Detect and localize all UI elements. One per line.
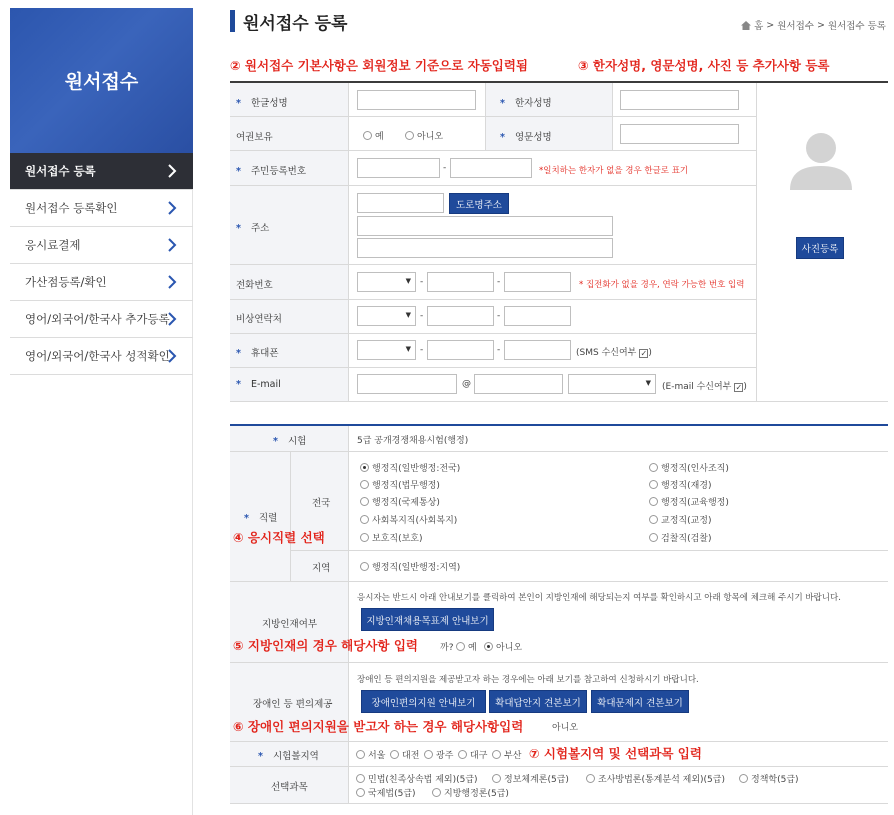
divider [756, 83, 757, 401]
annotation-3: ③ 한자성명, 영문성명, 사진 등 추가사항 등록 [578, 58, 830, 73]
korean-name-label: * 한글성명 [236, 98, 288, 109]
breadcrumb-section[interactable]: 원서접수 [777, 21, 814, 32]
series-option[interactable]: 행정직(재경) [649, 478, 712, 491]
national-label: 전국 [312, 498, 331, 509]
radio-icon [649, 463, 658, 472]
phone-label: 전화번호 [236, 280, 273, 291]
radio-icon [360, 480, 369, 489]
sidebar-item-payment[interactable] [10, 227, 193, 264]
emergency-area-select[interactable] [357, 306, 416, 326]
series-option[interactable]: 행정직(일반행정:전국) [360, 461, 460, 474]
phone-hint: * 집전화가 없을 경우, 연락 가능한 번호 입력 [579, 280, 745, 290]
radio-icon [649, 497, 658, 506]
emergency-label: 비상연락처 [236, 314, 282, 325]
address-line1-input[interactable] [357, 216, 613, 236]
enlarged-question-sheet-button[interactable]: 확대문제지 견본보기 [591, 690, 689, 713]
sidebar-item-bonus[interactable] [10, 264, 193, 301]
subject-option[interactable]: 지방행정론(5급) [432, 786, 509, 799]
radio-icon [649, 533, 658, 542]
row-divider [230, 803, 888, 804]
email-at: @ [462, 379, 471, 389]
address-line2-input[interactable] [357, 238, 613, 258]
photo-upload-button[interactable]: 사진등록 [796, 237, 844, 259]
english-name-input[interactable] [620, 124, 739, 144]
annotation-2: ② 원서접수 기본사항은 회원정보 기준으로 자동입력됨 [230, 58, 528, 73]
sidebar-item-label: 영어/외국어/한국사 추가등록 [25, 312, 170, 326]
title-accent-bar [230, 10, 235, 32]
area-option-daegu[interactable]: 대구 [458, 748, 487, 761]
row-divider [290, 550, 888, 551]
local-talent-label: 지방인재여부 [262, 619, 318, 630]
enlarged-answer-sheet-button[interactable]: 확대답안지 견본보기 [489, 690, 587, 713]
sidebar [10, 8, 193, 815]
annotation-4: ④ 응시직렬 선택 [233, 530, 325, 545]
dash: - [443, 163, 447, 173]
area-option-gwangju[interactable]: 광주 [424, 748, 453, 761]
dash: - [420, 311, 424, 321]
email-label: * E-mail [236, 379, 281, 390]
subject-option[interactable]: 정보체계론(5급) [492, 772, 569, 785]
emergency-mid-input[interactable] [427, 306, 494, 326]
area-option-seoul[interactable]: 서울 [356, 748, 385, 761]
region-series-option[interactable]: 행정직(일반행정:지역) [360, 560, 460, 573]
series-option[interactable]: 교정직(교정) [649, 513, 712, 526]
breadcrumb-home[interactable]: 홈 [754, 21, 764, 32]
exam-area-label: * 시험볼지역 [258, 751, 319, 762]
resident-no-label: * 주민등록번호 [236, 166, 307, 177]
hanja-name-label: * 한자성명 [500, 98, 552, 109]
hanja-name-input[interactable] [620, 90, 739, 110]
subject-option[interactable]: 국제법(5급) [356, 786, 416, 799]
local-yes-radio[interactable]: 예 [456, 640, 477, 653]
sidebar-item-label: 원서접수 등록확인 [25, 201, 118, 215]
chevron-right-icon [167, 201, 177, 215]
subject-option[interactable]: 조사방법론(통계분석 제외)(5급) [586, 772, 725, 785]
series-option[interactable]: 행정직(국제통상) [360, 495, 440, 508]
area-option-daejeon[interactable]: 대전 [390, 748, 419, 761]
road-address-button[interactable]: 도로명주소 [449, 193, 509, 214]
sidebar-item-register-check[interactable] [10, 190, 193, 227]
mobile-label: * 휴대폰 [236, 348, 279, 359]
divider [348, 83, 349, 401]
radio-icon [356, 788, 365, 797]
chevron-right-icon [167, 349, 177, 363]
radio-icon [739, 774, 748, 783]
radio-icon [458, 750, 467, 759]
chevron-right-icon [167, 238, 177, 252]
radio-icon [492, 774, 501, 783]
sidebar-item-label: 원서접수 등록 [25, 164, 96, 178]
row-divider [230, 766, 888, 767]
row-divider [230, 333, 756, 334]
series-label: * 직렬 [244, 513, 278, 524]
row-divider [230, 299, 756, 300]
row-divider [230, 367, 756, 368]
checkbox-checked-icon[interactable]: ✓ [640, 349, 648, 358]
series-option[interactable]: 사회복지직(사회복지) [360, 513, 457, 526]
area-option-busan[interactable]: 부산 [492, 748, 521, 761]
email-id-input[interactable] [357, 374, 457, 394]
divider [348, 426, 349, 803]
divider [290, 451, 291, 581]
passport-label: 여권보유 [236, 132, 273, 143]
radio-icon [424, 750, 433, 759]
subject-label: 선택과목 [271, 782, 308, 793]
annotation-6: ⑥ 장애인 편의지원을 받고자 하는 경우 해당사항입력 [233, 719, 524, 734]
phone-area-select[interactable] [357, 272, 416, 292]
subject-option[interactable]: 정책학(5급) [739, 772, 799, 785]
annotation-7: ⑦ 시험볼지역 및 선택과목 입력 [529, 746, 702, 761]
postcode-input[interactable] [357, 193, 444, 213]
exam-value: 5급 공개경쟁채용시험(행정) [357, 436, 469, 446]
email-domain-input[interactable] [474, 374, 563, 394]
series-option[interactable]: 보호직(보호) [360, 531, 423, 544]
chevron-right-icon [167, 164, 177, 178]
radio-icon [363, 131, 372, 140]
breadcrumb-current: 원서접수 등록 [827, 21, 886, 32]
series-option[interactable]: 행정직(교육행정) [649, 495, 729, 508]
subject-option[interactable]: 민법(친족상속법 제외)(5급) [356, 772, 478, 785]
dash: - [497, 345, 501, 355]
breadcrumb: 홈 > 원서접수 > 원서접수 등록 [741, 18, 886, 32]
address-label: * 주소 [236, 223, 270, 234]
page-title: 원서접수 등록 [243, 14, 348, 34]
dash: - [497, 277, 501, 287]
row-divider [230, 116, 756, 117]
radio-icon [492, 750, 501, 759]
sms-consent[interactable]: (SMS 수신여부 ✓) [576, 348, 652, 358]
local-talent-desc: 응시자는 반드시 아래 안내보기를 클릭하여 본인이 지방인재에 해당되는지 여부를 확인하시고 아래 항목에 체크해 주시기 바랍니다. [357, 593, 841, 603]
mobile-last-input[interactable] [504, 340, 571, 360]
radio-icon [360, 533, 369, 542]
home-icon [741, 21, 751, 30]
korean-name-input[interactable] [357, 90, 476, 110]
email-domain-select[interactable] [568, 374, 656, 394]
avatar-placeholder-icon [788, 128, 854, 190]
checkbox-checked-icon[interactable]: ✓ [735, 383, 743, 392]
radio-checked-icon [484, 642, 493, 651]
row-divider [230, 401, 888, 402]
sidebar-item-lang-check[interactable] [10, 338, 193, 375]
disability-guide-button[interactable]: 장애인편의지원 안내보기 [361, 690, 486, 713]
local-no-radio[interactable]: 아니오 [484, 640, 522, 653]
chevron-right-icon [167, 275, 177, 289]
sidebar-item-label: 영어/외국어/한국사 성적확인 [25, 349, 170, 363]
chevron-right-icon [167, 312, 177, 326]
sidebar-item-label: 응시료결제 [25, 238, 81, 252]
mobile-prefix-select[interactable] [357, 340, 416, 360]
annotation-5: ⑤ 지방인재의 경우 해당사항 입력 [233, 638, 418, 653]
radio-icon [649, 480, 658, 489]
dash: - [420, 277, 424, 287]
radio-checked-icon [360, 463, 369, 472]
row-divider [230, 150, 756, 151]
sidebar-item-register[interactable] [10, 153, 193, 190]
row-divider [230, 581, 888, 582]
radio-icon [649, 515, 658, 524]
phone-mid-input[interactable] [427, 272, 494, 292]
radio-icon [432, 788, 441, 797]
radio-icon [360, 562, 369, 571]
disability-desc: 장애인 등 편의지원을 제공받고자 하는 경우에는 아래 보기를 참고하여 신청하시기 바랍니다. [357, 675, 699, 685]
radio-icon [356, 774, 365, 783]
series-option[interactable]: 검찰직(검찰) [649, 531, 712, 544]
row-divider [230, 451, 888, 452]
email-consent[interactable]: (E-mail 수신여부 ✓) [662, 382, 747, 392]
phone-last-input[interactable] [504, 272, 571, 292]
resident-hint: *일치하는 한자가 없을 경우 한글로 표기 [539, 166, 689, 176]
exam-label: * 시험 [273, 436, 307, 447]
dash: - [420, 345, 424, 355]
radio-icon [586, 774, 595, 783]
passport-yes-radio[interactable]: 예 [363, 129, 384, 142]
resident-no-front-input[interactable] [357, 158, 440, 178]
radio-icon [456, 642, 465, 651]
resident-no-back-input[interactable] [450, 158, 532, 178]
row-divider [230, 264, 756, 265]
english-name-label: * 영문성명 [500, 132, 552, 143]
sidebar-title: 원서접수 [10, 8, 193, 153]
local-talent-question: 까? [440, 643, 454, 653]
radio-icon [405, 131, 414, 140]
region-label: 지역 [312, 563, 331, 574]
row-divider [230, 185, 756, 186]
series-option[interactable]: 행정직(법무행정) [360, 478, 440, 491]
sidebar-item-lang-add[interactable] [10, 301, 193, 338]
row-divider [230, 741, 888, 742]
sidebar-item-label: 가산점등록/확인 [25, 275, 107, 289]
series-option[interactable]: 행정직(인사조직) [649, 461, 729, 474]
row-divider [230, 662, 888, 663]
radio-icon [356, 750, 365, 759]
radio-icon [360, 497, 369, 506]
local-talent-guide-button[interactable]: 지방인재채용목표제 안내보기 [361, 608, 494, 631]
dash: - [497, 311, 501, 321]
passport-no-radio[interactable]: 아니오 [405, 129, 443, 142]
radio-icon [390, 750, 399, 759]
mobile-mid-input[interactable] [427, 340, 494, 360]
emergency-last-input[interactable] [504, 306, 571, 326]
disability-no-radio[interactable]: 아니오 [552, 723, 579, 733]
radio-icon [360, 515, 369, 524]
disability-label: 장애인 등 편의제공 [253, 699, 333, 710]
